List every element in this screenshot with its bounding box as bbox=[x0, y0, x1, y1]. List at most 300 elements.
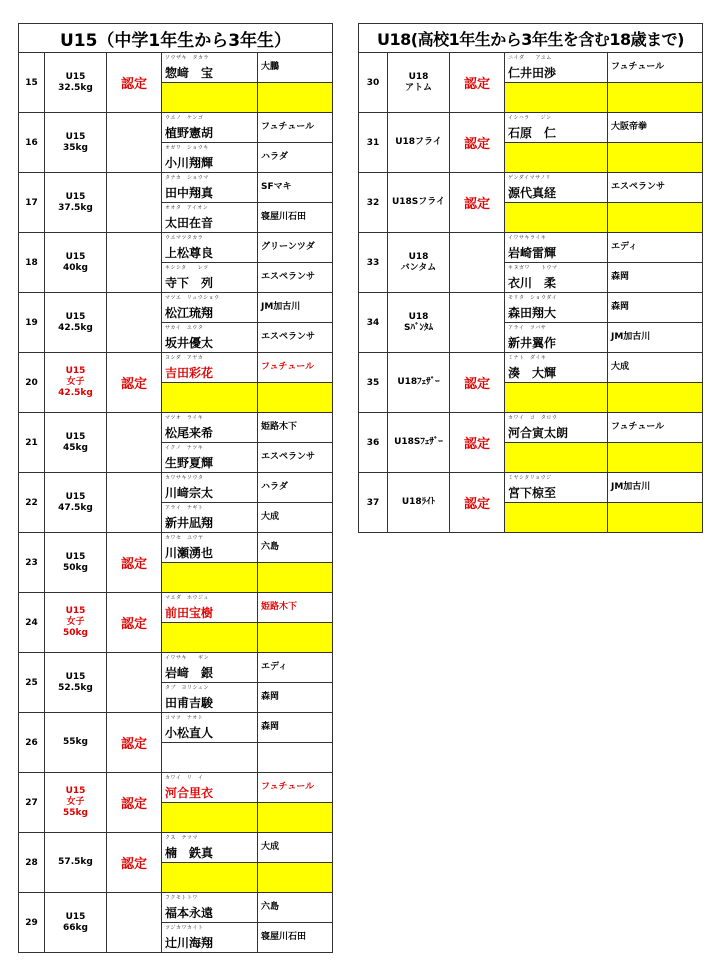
gym-cell bbox=[258, 593, 333, 623]
boxer-furigana: カワイ コ タロウ bbox=[508, 415, 558, 421]
bout-row bbox=[19, 233, 333, 263]
boxer-name-cell bbox=[162, 353, 258, 383]
weight-class-line: U15 bbox=[65, 191, 86, 202]
gym-cell bbox=[258, 893, 333, 923]
gym-name: エディ bbox=[261, 662, 288, 672]
certified-label: 認定 bbox=[107, 833, 162, 893]
gym-name: 六島 bbox=[261, 542, 280, 552]
weight-class bbox=[388, 473, 450, 533]
boxer-furigana: ミナト ダイキ bbox=[508, 355, 547, 361]
weight-class-line: 57.5kg bbox=[58, 857, 93, 867]
boxer-furigana: イシハラ ジン bbox=[508, 115, 552, 121]
gym-name: 大成 bbox=[261, 842, 280, 852]
weight-class-line: 45kg bbox=[63, 442, 88, 453]
boxer-name-cell bbox=[505, 113, 608, 143]
gym-name: エディ bbox=[611, 242, 638, 252]
weight-class bbox=[45, 713, 107, 773]
boxer-name: 坂井優太 bbox=[165, 336, 214, 350]
weight-class-line: U18 bbox=[408, 251, 429, 262]
boxer-name: 前田宝樹 bbox=[165, 606, 214, 620]
gym-name: 森岡 bbox=[261, 722, 280, 732]
weight-class-line: 50kg bbox=[63, 562, 88, 573]
weight-class-line: U18フライ bbox=[395, 137, 442, 147]
gym-cell bbox=[608, 473, 703, 503]
gym-name: エスペランサ bbox=[261, 452, 316, 462]
bout-number: 16 bbox=[19, 113, 45, 173]
boxer-name-cell bbox=[505, 173, 608, 203]
bout-row bbox=[359, 473, 703, 503]
boxer-name-cell bbox=[162, 503, 258, 533]
boxer-name-cell bbox=[505, 473, 608, 503]
boxer-name-cell bbox=[162, 293, 258, 323]
bout-row bbox=[19, 833, 333, 863]
boxer-name: 河合寅太朗 bbox=[508, 426, 569, 440]
boxer-furigana: イワサキ ギン bbox=[165, 655, 209, 661]
u18-table bbox=[358, 23, 703, 533]
gym-name: エスペランサ bbox=[611, 182, 666, 192]
weight-class-line: Sﾊﾞﾝﾀﾑ bbox=[404, 322, 433, 333]
certified-label: 認定 bbox=[107, 533, 162, 593]
gym-cell bbox=[258, 353, 333, 383]
gym-name: JM加古川 bbox=[261, 302, 301, 312]
bout-row bbox=[359, 53, 703, 83]
boxer-furigana: ニイダ アユム bbox=[508, 55, 552, 61]
bout-number: 33 bbox=[359, 233, 388, 293]
boxer-furigana: マツエ リュウショウ bbox=[165, 295, 220, 301]
boxer-name: 湊 大輝 bbox=[508, 366, 557, 380]
gym-name: フュチュール bbox=[611, 62, 665, 72]
bout-row bbox=[359, 413, 703, 443]
weight-class-line: U18 bbox=[408, 71, 429, 82]
boxer-name: 仁井田渉 bbox=[508, 66, 557, 80]
gym-name: SFマキ bbox=[261, 182, 292, 192]
certified-label bbox=[107, 653, 162, 713]
gym-cell bbox=[258, 833, 333, 863]
empty-name-cell bbox=[162, 743, 258, 773]
gym-cell bbox=[608, 353, 703, 383]
boxer-furigana: カワサキソウタ bbox=[165, 475, 204, 481]
boxer-furigana: マエダ ホウジュ bbox=[165, 595, 209, 601]
bout-row bbox=[19, 53, 333, 83]
gym-name: ハラダ bbox=[261, 482, 288, 492]
vacant-gym-cell bbox=[258, 83, 333, 113]
vacant-name-cell bbox=[162, 563, 258, 593]
weight-class-line: 55kg bbox=[63, 808, 88, 818]
certified-label: 認定 bbox=[107, 353, 162, 413]
weight-class-line: 66kg bbox=[63, 922, 88, 933]
weight-class-line: U15 bbox=[65, 251, 86, 262]
boxer-name: 石原 仁 bbox=[508, 126, 557, 140]
weight-class-line: 女子 bbox=[66, 797, 85, 807]
boxer-name: 松江琉翔 bbox=[165, 306, 214, 320]
weight-class bbox=[45, 653, 107, 713]
bout-number: 17 bbox=[19, 173, 45, 233]
boxer-name-cell bbox=[162, 473, 258, 503]
weight-class-line: 52.5kg bbox=[58, 682, 93, 693]
bout-number: 21 bbox=[19, 413, 45, 473]
certified-label: 認定 bbox=[107, 773, 162, 833]
boxer-name: 宮下椋至 bbox=[508, 486, 557, 500]
gym-name: フュチュール bbox=[261, 782, 315, 792]
gym-cell bbox=[258, 143, 333, 173]
gym-cell bbox=[258, 113, 333, 143]
bout-number: 29 bbox=[19, 893, 45, 953]
vacant-name-cell bbox=[162, 383, 258, 413]
boxer-furigana: イクノ ナツキ bbox=[165, 445, 204, 451]
gym-name: 森岡 bbox=[611, 272, 630, 282]
vacant-gym-cell bbox=[608, 503, 703, 533]
u18-title: U18(高校1年生から3年生を含む18歳まで) bbox=[359, 24, 703, 53]
weight-class bbox=[45, 293, 107, 353]
weight-class-line: U18ﾌｪｻﾞｰ bbox=[397, 377, 440, 387]
boxer-name: 小松直人 bbox=[165, 726, 214, 740]
boxer-name: 田甫吉駿 bbox=[165, 696, 214, 710]
weight-class bbox=[45, 53, 107, 113]
weight-class-line: U15 bbox=[65, 671, 86, 682]
gym-cell bbox=[258, 773, 333, 803]
boxer-name-cell bbox=[505, 413, 608, 443]
boxer-name: 源代真経 bbox=[508, 186, 557, 200]
gym-name: フュチュール bbox=[261, 362, 315, 372]
boxer-furigana: キシシタ レツ bbox=[165, 265, 209, 271]
vacant-gym-cell bbox=[608, 83, 703, 113]
vacant-gym-cell bbox=[258, 863, 333, 893]
bout-row bbox=[359, 233, 703, 263]
gym-name: ハラダ bbox=[261, 152, 288, 162]
gym-cell bbox=[258, 293, 333, 323]
weight-class-line: U15 bbox=[65, 491, 86, 502]
bout-row bbox=[359, 173, 703, 203]
boxer-name: 惣﨑 宝 bbox=[165, 66, 214, 80]
weight-class-line: 女子 bbox=[66, 617, 85, 627]
bout-number: 35 bbox=[359, 353, 388, 413]
bout-row bbox=[19, 653, 333, 683]
bout-number: 28 bbox=[19, 833, 45, 893]
bout-row bbox=[19, 893, 333, 923]
bout-number: 37 bbox=[359, 473, 388, 533]
weight-class-line: U15 bbox=[65, 786, 86, 796]
weight-class-line: U18Sﾌｪｻﾞｰ bbox=[394, 437, 443, 447]
boxer-furigana: アライ ナギト bbox=[165, 505, 204, 511]
weight-class bbox=[45, 353, 107, 413]
gym-cell bbox=[258, 473, 333, 503]
boxer-name-cell bbox=[162, 113, 258, 143]
certified-label: 認定 bbox=[450, 53, 505, 113]
weight-class-line: U15 bbox=[65, 71, 86, 82]
gym-cell bbox=[258, 533, 333, 563]
boxer-name-cell bbox=[162, 443, 258, 473]
weight-class-line: U15 bbox=[65, 366, 86, 376]
u15-table bbox=[18, 23, 333, 953]
weight-class bbox=[45, 833, 107, 893]
gym-cell bbox=[258, 923, 333, 953]
boxer-name: 福本永遠 bbox=[165, 906, 214, 920]
weight-class bbox=[388, 113, 450, 173]
gym-cell bbox=[608, 113, 703, 143]
vacant-name-cell bbox=[505, 83, 608, 113]
boxer-name-cell bbox=[162, 203, 258, 233]
gym-cell bbox=[258, 653, 333, 683]
bout-number: 18 bbox=[19, 233, 45, 293]
gym-name: エスペランサ bbox=[261, 272, 316, 282]
boxer-name: 河合里衣 bbox=[165, 786, 214, 800]
boxer-furigana: サカイ ユウタ bbox=[165, 325, 204, 331]
bout-number: 34 bbox=[359, 293, 388, 353]
boxer-name: 吉田彩花 bbox=[165, 366, 214, 380]
boxer-furigana: ヨシダ アヤカ bbox=[165, 355, 204, 361]
certified-label: 認定 bbox=[450, 113, 505, 173]
bout-number: 36 bbox=[359, 413, 388, 473]
boxer-name-cell bbox=[162, 923, 258, 953]
boxer-furigana: カワイ リ イ bbox=[165, 775, 204, 781]
bout-number: 26 bbox=[19, 713, 45, 773]
bout-row bbox=[19, 593, 333, 623]
boxer-name-cell bbox=[162, 683, 258, 713]
gym-cell bbox=[608, 293, 703, 323]
boxer-name: 松尾来希 bbox=[165, 426, 214, 440]
boxer-name-cell bbox=[162, 653, 258, 683]
gym-name: 森岡 bbox=[261, 692, 280, 702]
boxer-name: 岩﨑 銀 bbox=[165, 666, 214, 680]
gym-cell bbox=[258, 233, 333, 263]
gym-cell bbox=[258, 443, 333, 473]
boxer-name: 川﨑宗太 bbox=[165, 486, 214, 500]
vacant-gym-cell bbox=[258, 383, 333, 413]
bout-row bbox=[19, 293, 333, 323]
bout-number: 19 bbox=[19, 293, 45, 353]
weight-class bbox=[388, 233, 450, 293]
boxer-furigana: タナカ ショウマ bbox=[165, 175, 209, 181]
gym-name: 姫路木下 bbox=[261, 602, 298, 612]
gym-name: 寝屋川石田 bbox=[261, 932, 307, 942]
bout-row bbox=[19, 413, 333, 443]
weight-class bbox=[45, 173, 107, 233]
weight-class-line: 37.5kg bbox=[58, 202, 93, 213]
weight-class-line: 35kg bbox=[63, 142, 88, 153]
boxer-furigana: ゲンダイマサノリ bbox=[508, 175, 552, 181]
bout-row bbox=[19, 173, 333, 203]
gym-name: フュチュール bbox=[261, 122, 315, 132]
boxer-name-cell bbox=[162, 143, 258, 173]
boxer-name-cell bbox=[505, 233, 608, 263]
boxer-name-cell bbox=[162, 713, 258, 743]
boxer-furigana: タブ ヨリシュン bbox=[165, 685, 209, 691]
vacant-name-cell bbox=[162, 803, 258, 833]
weight-class bbox=[45, 593, 107, 653]
boxer-furigana: イワサキライキ bbox=[508, 235, 547, 241]
gym-cell bbox=[258, 173, 333, 203]
certified-label: 認定 bbox=[107, 713, 162, 773]
bout-row bbox=[19, 533, 333, 563]
vacant-gym-cell bbox=[608, 443, 703, 473]
weight-class bbox=[45, 233, 107, 293]
boxer-name-cell bbox=[505, 263, 608, 293]
boxer-name: 川瀬湧也 bbox=[165, 546, 214, 560]
gym-cell bbox=[258, 503, 333, 533]
bout-row bbox=[359, 353, 703, 383]
certified-label bbox=[450, 293, 505, 353]
boxer-name: 楠 鉄真 bbox=[165, 846, 214, 860]
boxer-name: 新井凪翔 bbox=[165, 516, 214, 530]
bout-number: 32 bbox=[359, 173, 388, 233]
boxer-name-cell bbox=[162, 53, 258, 83]
certified-label bbox=[107, 113, 162, 173]
certified-label: 認定 bbox=[450, 413, 505, 473]
boxer-furigana: ツジカワカイト bbox=[165, 925, 204, 931]
gym-cell bbox=[608, 413, 703, 443]
weight-class-line: U18ﾗｲﾄ bbox=[401, 497, 436, 507]
gym-cell bbox=[258, 323, 333, 353]
weight-class bbox=[388, 53, 450, 113]
vacant-name-cell bbox=[505, 383, 608, 413]
vacant-name-cell bbox=[505, 503, 608, 533]
boxer-name: 衣川 柔 bbox=[508, 276, 557, 290]
bout-number: 24 bbox=[19, 593, 45, 653]
boxer-name: 植野憲胡 bbox=[165, 126, 214, 140]
vacant-name-cell bbox=[162, 623, 258, 653]
bout-row bbox=[19, 353, 333, 383]
boxer-name: 新井翼作 bbox=[508, 336, 557, 350]
certified-label bbox=[107, 173, 162, 233]
vacant-gym-cell bbox=[258, 563, 333, 593]
weight-class-line: 42.5kg bbox=[58, 388, 93, 398]
gym-cell bbox=[258, 53, 333, 83]
weight-class bbox=[45, 893, 107, 953]
certified-label bbox=[107, 293, 162, 353]
gym-name: 大鵬 bbox=[261, 62, 280, 72]
boxer-name: 田中翔真 bbox=[165, 186, 214, 200]
boxer-name-cell bbox=[162, 413, 258, 443]
weight-class-line: U15 bbox=[65, 911, 86, 922]
weight-class-line: U15 bbox=[65, 131, 86, 142]
bout-number: 31 bbox=[359, 113, 388, 173]
weight-class-line: 50kg bbox=[63, 628, 88, 638]
boxer-name-cell bbox=[162, 593, 258, 623]
boxer-furigana: コマツ ナオト bbox=[165, 715, 204, 721]
certified-label: 認定 bbox=[107, 593, 162, 653]
weight-class-line: U18Sフライ bbox=[391, 197, 446, 207]
certified-label: 認定 bbox=[450, 353, 505, 413]
bout-number: 23 bbox=[19, 533, 45, 593]
boxer-name: 岩崎雷輝 bbox=[508, 246, 557, 260]
boxer-furigana: フクモトトワ bbox=[165, 895, 198, 901]
boxer-furigana: オガワ ショウキ bbox=[165, 145, 209, 151]
boxer-name-cell bbox=[162, 323, 258, 353]
gym-cell bbox=[258, 203, 333, 233]
weight-class bbox=[388, 353, 450, 413]
boxer-name: 生野夏輝 bbox=[165, 456, 214, 470]
boxer-name-cell bbox=[505, 53, 608, 83]
gym-name: 森岡 bbox=[611, 302, 630, 312]
certified-label: 認定 bbox=[450, 473, 505, 533]
boxer-name-cell bbox=[162, 773, 258, 803]
u15-title: U15（中学1年生から3年生） bbox=[19, 24, 333, 53]
weight-class-line: アトム bbox=[404, 82, 432, 93]
boxer-name: 寺下 列 bbox=[165, 276, 214, 290]
weight-class-line: 女子 bbox=[66, 377, 85, 387]
gym-cell bbox=[258, 713, 333, 743]
vacant-name-cell bbox=[162, 863, 258, 893]
gym-name: JM加古川 bbox=[611, 482, 651, 492]
boxer-name: 森田翔大 bbox=[508, 306, 557, 320]
boxer-name: 小川翔輝 bbox=[165, 156, 214, 170]
bout-number: 30 bbox=[359, 53, 388, 113]
weight-class bbox=[45, 773, 107, 833]
gym-name: グリーンツダ bbox=[261, 242, 315, 252]
bout-number: 25 bbox=[19, 653, 45, 713]
gym-cell bbox=[608, 53, 703, 83]
vacant-gym-cell bbox=[258, 803, 333, 833]
gym-cell bbox=[608, 173, 703, 203]
boxer-furigana: クス テツマ bbox=[165, 835, 198, 841]
gym-cell bbox=[258, 263, 333, 293]
gym-cell bbox=[608, 263, 703, 293]
gym-cell bbox=[258, 413, 333, 443]
weight-class bbox=[388, 173, 450, 233]
gym-name: 姫路木下 bbox=[261, 422, 298, 432]
gym-name: フュチュール bbox=[611, 422, 665, 432]
gym-cell bbox=[608, 233, 703, 263]
bout-number: 27 bbox=[19, 773, 45, 833]
weight-class-line: 47.5kg bbox=[58, 502, 93, 513]
weight-class-line: 42.5kg bbox=[58, 322, 93, 333]
bout-number: 15 bbox=[19, 53, 45, 113]
weight-class bbox=[388, 293, 450, 353]
bout-row bbox=[19, 773, 333, 803]
bout-row bbox=[359, 113, 703, 143]
boxer-name-cell bbox=[505, 353, 608, 383]
gym-name: 寝屋川石田 bbox=[261, 212, 307, 222]
certified-label bbox=[107, 413, 162, 473]
boxer-name: 辻川海翔 bbox=[165, 936, 214, 950]
weight-class-line: U15 bbox=[65, 551, 86, 562]
weight-class bbox=[45, 473, 107, 533]
certified-label: 認定 bbox=[107, 53, 162, 113]
vacant-name-cell bbox=[505, 203, 608, 233]
vacant-gym-cell bbox=[608, 143, 703, 173]
gym-cell bbox=[608, 323, 703, 353]
boxer-name-cell bbox=[505, 293, 608, 323]
gym-name: エスペランサ bbox=[261, 332, 316, 342]
weight-class-line: U15 bbox=[65, 311, 86, 322]
weight-class-line: U15 bbox=[65, 606, 86, 616]
weight-class bbox=[45, 413, 107, 473]
boxer-furigana: モリタ ショウダイ bbox=[508, 295, 558, 301]
boxer-furigana: マツオ ライキ bbox=[165, 415, 204, 421]
weight-class-line: U15 bbox=[65, 431, 86, 442]
boxer-name-cell bbox=[162, 233, 258, 263]
vacant-name-cell bbox=[505, 443, 608, 473]
gym-name: 大成 bbox=[261, 512, 280, 522]
bout-row bbox=[19, 473, 333, 503]
boxer-furigana: オオタ アイオン bbox=[165, 205, 209, 211]
weight-class-line: 32.5kg bbox=[58, 82, 93, 93]
vacant-gym-cell bbox=[608, 383, 703, 413]
vacant-gym-cell bbox=[258, 623, 333, 653]
boxer-name-cell bbox=[162, 263, 258, 293]
bout-number: 22 bbox=[19, 473, 45, 533]
weight-class-line: 55kg bbox=[63, 737, 88, 747]
boxer-name: 上松尊良 bbox=[165, 246, 214, 260]
weight-class-line: 40kg bbox=[63, 262, 88, 273]
empty-gym-cell bbox=[258, 743, 333, 773]
certified-label bbox=[107, 233, 162, 293]
gym-name: 大成 bbox=[611, 362, 630, 372]
vacant-name-cell bbox=[505, 143, 608, 173]
weight-class bbox=[45, 533, 107, 593]
boxer-name-cell bbox=[162, 893, 258, 923]
boxer-furigana: カワセ ユウヤ bbox=[165, 535, 204, 541]
